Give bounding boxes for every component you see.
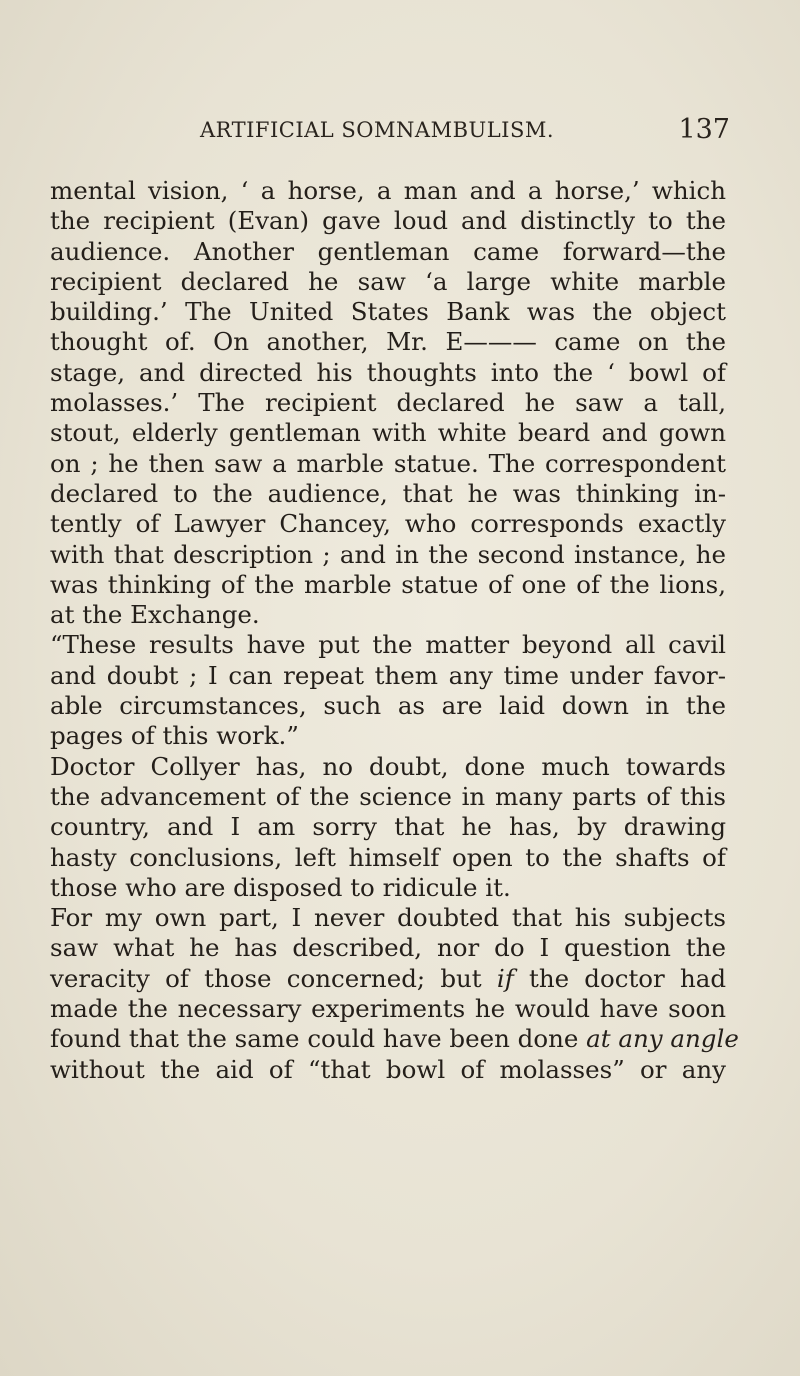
- text-line: recipient declared he saw ‘a large white marble: [50, 266, 726, 296]
- page-header: [200, 114, 730, 158]
- text-segment: the doctor had: [528, 963, 727, 993]
- text-line: audience. Another gentleman came forward—the: [50, 236, 726, 266]
- text-line: stage, and directed his thoughts into the ‘ bowl of: [50, 357, 726, 387]
- text-line: “These results have put the matter beyond all cavil: [50, 630, 726, 660]
- italic-phrase: at any angle: [586, 1024, 739, 1054]
- text-segment: found that the same could have been done: [50, 1024, 579, 1054]
- text-line: those who are disposed to ridicule it.: [50, 872, 511, 902]
- page-number: 137: [678, 114, 730, 145]
- text-line: and doubt ; I can repeat them any time under favor-: [50, 660, 726, 690]
- text-line: mental vision, ‘ a horse, a man and a horse,’ which: [50, 176, 726, 205]
- text-line: with that description ; and in the second instance, he: [50, 539, 726, 569]
- text-line-with-italic: [50, 964, 726, 994]
- text-line: the advancement of the science in many parts of this: [50, 781, 726, 811]
- running-title: ARTIFICIAL SOMNAMBULISM.: [200, 118, 555, 142]
- text-line: without the aid of “that bowl of molasses” or any: [50, 1054, 726, 1084]
- text-line: declared to the audience, that he was thinking in-: [50, 478, 726, 508]
- text-line: country, and I am sorry that he has, by drawing: [50, 812, 726, 842]
- text-line: saw what he has described, nor do I question the: [50, 933, 726, 963]
- text-line: For my own part, I never doubted that his subjects: [50, 903, 726, 933]
- text-line: stout, elderly gentleman with white beard and gown: [50, 418, 726, 448]
- text-line: tently of Lawyer Chancey, who corresponds exactly: [50, 509, 726, 539]
- text-line: at the Exchange.: [50, 600, 260, 630]
- text-line-with-italic: [50, 1024, 739, 1054]
- text-line: the recipient (Evan) gave loud and distinctly to the: [50, 206, 726, 236]
- text-line: Doctor Collyer has, no doubt, done much towards: [50, 751, 726, 781]
- text-line: thought of. On another, Mr. E——— came on the: [50, 327, 726, 357]
- text-line: hasty conclusions, left himself open to the shafts of: [50, 842, 726, 872]
- text-line: was thinking of the marble statue of one of the lions,: [50, 569, 726, 599]
- text-line: on ; he then saw a marble statue. The correspondent: [50, 448, 726, 478]
- text-line: molasses.’ The recipient declared he saw a tall,: [50, 388, 726, 418]
- text-segment: veracity of those concerned; but: [50, 963, 482, 993]
- italic-word: if: [496, 963, 514, 993]
- text-line: building.’ The United States Bank was the object: [50, 297, 726, 327]
- body-text: [50, 176, 739, 1085]
- text-line: made the necessary experiments he would have soon: [50, 994, 726, 1024]
- text-line: able circumstances, such as are laid down in the: [50, 691, 726, 721]
- text-line: pages of this work.”: [50, 721, 299, 751]
